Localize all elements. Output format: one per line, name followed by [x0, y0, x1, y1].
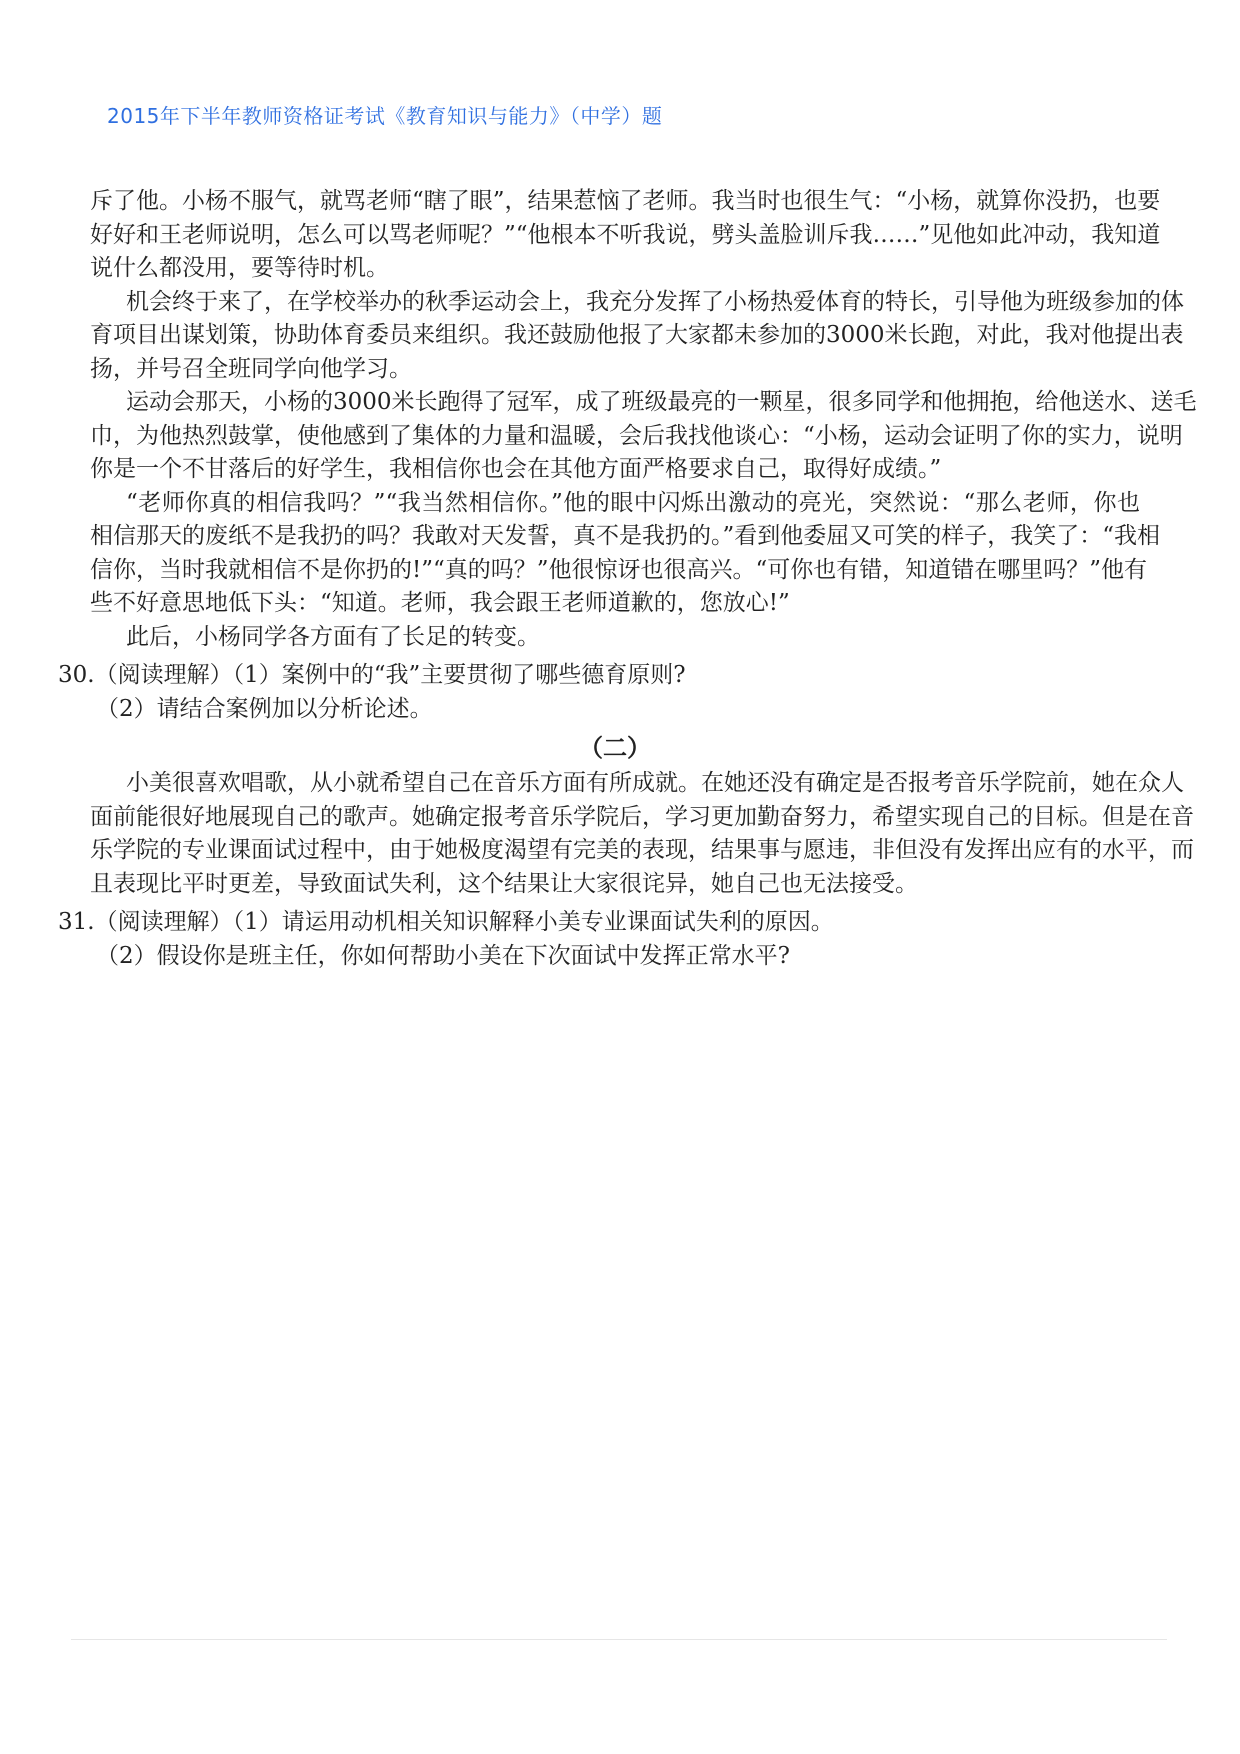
- text-line: 扬，并号召全班同学向他学习。: [90, 355, 412, 382]
- text-line: 巾，为他热烈鼓掌，使他感到了集体的力量和温暖，会后我找他谈心：“小杨，运动会证明了你的实力，说明: [90, 422, 1183, 449]
- text-line: 机会终于来了，在学校举办的秋季运动会上，我充分发挥了小杨热爱体育的特长，引导他为班级参加的体: [126, 288, 1184, 315]
- text-line: 运动会那天，小杨的3000米长跑得了冠军，成了班级最亮的一颗星，很多同学和他拥抱，给他送水、送毛: [126, 389, 1197, 415]
- passage-case-two: [90, 767, 1194, 901]
- text-line: 育项目出谋划策，协助体育委员来组织。我还鼓励他报了大家都未参加的3000米长跑，对此，我对他提出表: [90, 322, 1184, 348]
- text-line: 此后，小杨同学各方面有了长足的转变。: [126, 623, 540, 650]
- text-line: “老师你真的相信我吗？”“我当然相信你。”他的眼中闪烁出激动的亮光，突然说：“那么老师，你也: [126, 489, 1140, 516]
- text-line: 斥了他。小杨不服气，就骂老师“瞎了眼”，结果惹恼了老师。我当时也很生气：“小杨，就算你没扔，也要: [90, 188, 1161, 214]
- question-31-part-1: 31.（阅读理解）（1）请运用动机相关知识解释小美专业课面试失利的原因。: [58, 909, 834, 935]
- text-line: 信你，当时我就相信不是你扔的!”“真的吗？”他很惊讶也很高兴。“可你也有错，知道错在哪里吗？”他有: [90, 556, 1148, 583]
- text-line: 面前能很好地展现自己的歌声。她确定报考音乐学院后，学习更加勤奋努力，希望实现自己的目标。但是在音: [90, 803, 1194, 830]
- passage-case-one: [90, 185, 1197, 654]
- footer-divider: [71, 1639, 1167, 1640]
- document-body: [58, 185, 1197, 973]
- section-heading: （二）: [579, 733, 651, 762]
- text-line: 乐学院的专业课面试过程中，由于她极度渴望有完美的表现，结果事与愿违，非但没有发挥出应有的水平，而: [90, 837, 1194, 863]
- text-line: 小美很喜欢唱歌，从小就希望自己在音乐方面有所成就。在她还没有确定是否报考音乐学院前，她在众人: [126, 770, 1184, 796]
- question-31-part-2: （2）假设你是班主任，你如何帮助小美在下次面试中发挥正常水平?: [96, 942, 790, 969]
- question-30-part-2: （2）请结合案例加以分析论述。: [96, 695, 433, 722]
- document-header-title: 2015年下半年教师资格证考试《教育知识与能力》（中学）题: [107, 104, 663, 128]
- text-line: 好好和王老师说明，怎么可以骂老师呢？”“他根本不听我说，劈头盖脸训斥我……”见他如此冲动，我知道: [90, 221, 1161, 248]
- text-line: 且表现比平时更差，导致面试失利，这个结果让大家很诧异，她自己也无法接受。: [90, 870, 918, 897]
- text-line: 些不好意思地低下头：“知道。老师，我会跟王老师道歉的，您放心!”: [90, 590, 790, 616]
- text-line: 你是一个不甘落后的好学生，我相信你也会在其他方面严格要求自己，取得好成绩。”: [90, 456, 942, 482]
- question-30-part-1: 30.（阅读理解）（1）案例中的“我”主要贯彻了哪些德育原则?: [58, 662, 686, 688]
- text-line: 说什么都没用，要等待时机。: [90, 255, 389, 281]
- text-line: 相信那天的废纸不是我扔的吗？我敢对天发誓，真不是我扔的。”看到他委屈又可笑的样子，我笑了：“我相: [90, 523, 1161, 549]
